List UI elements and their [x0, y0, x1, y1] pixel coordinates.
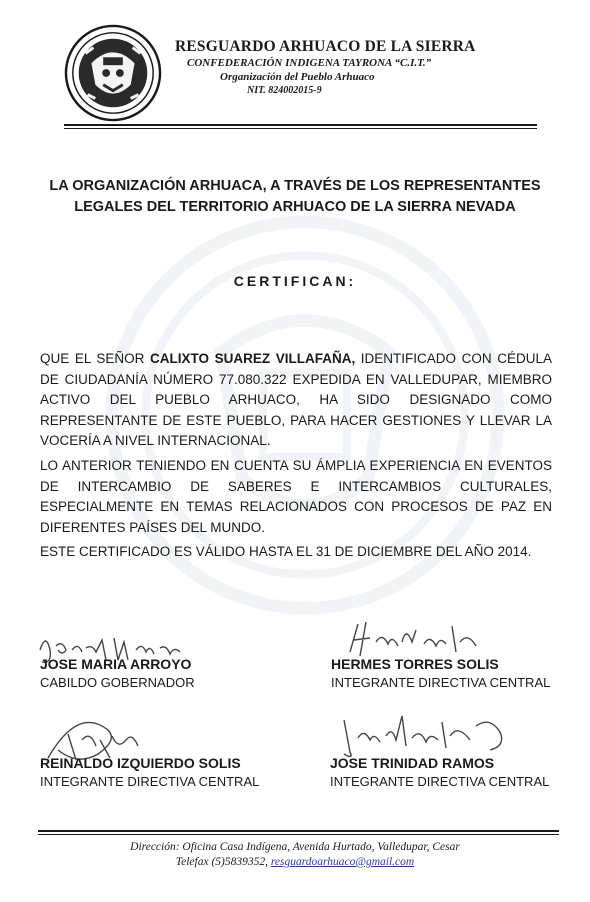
- certify-heading: CERTIFICAN:: [233, 273, 357, 289]
- certified-person-name: CALIXTO SUAREZ VILLAFAÑA,: [150, 351, 356, 366]
- signer-role: INTEGRANTE DIRECTIVA CENTRAL: [331, 675, 551, 690]
- signer-name: JOSE MARIA ARROYO: [40, 656, 192, 672]
- footer-phone: Telefax (5)5839352,: [175, 856, 268, 868]
- signer-role: INTEGRANTE DIRECTIVA CENTRAL: [330, 774, 550, 789]
- paragraph-experience: LO ANTERIOR TENIENDO EN CUENTA SU ÁMPLIA EXPERIENCIA EN EVENTOS DE INTERCAMBIO DE SABERES E INTERCAMBIOS CULTURALES, ESPECIALMENTE EN TEMAS RELACIONADOS CON PROCESOS DE PAZ EN DIFERENTES PAÍSES DEL MUNDO.: [40, 458, 552, 535]
- intro-line-1: LA ORGANIZACIÓN ARHUACA, A TRAVÉS DE LOS REPRESENTANTES: [49, 178, 541, 194]
- footer-contact: [0, 855, 590, 870]
- signer-name: REINALDO IZQUIERDO SOLIS: [40, 755, 241, 771]
- footer-email-link[interactable]: resguardoarhuaco@gmail.com: [270, 856, 415, 868]
- signature-block-3: [40, 755, 259, 789]
- signer-role: CABILDO GOBERNADOR: [40, 675, 195, 690]
- paragraph-designation: [40, 349, 552, 452]
- signature-block-2: [331, 656, 550, 690]
- signature-block-4: [330, 755, 549, 789]
- signer-role: INTEGRANTE DIRECTIVA CENTRAL: [40, 774, 260, 789]
- header-divider: [64, 124, 537, 126]
- signer-name: JOSE TRINIDAD RAMOS: [330, 755, 495, 771]
- signer-name: HERMES TORRES SOLIS: [331, 656, 499, 672]
- paragraph-prefix: QUE EL SEÑOR: [40, 351, 145, 366]
- organization-name: RESGUARDO ARHUACO DE LA SIERRA: [175, 38, 476, 55]
- footer-divider: [38, 830, 559, 832]
- organization-subtitle: Organización del Pueblo Arhuaco: [220, 71, 375, 83]
- intro-heading: [30, 176, 560, 218]
- footer-address: Dirección: Oficina Casa Indígena, Avenida Hurtado, Valledupar, Cesar: [130, 841, 460, 853]
- letterhead: [175, 38, 505, 98]
- paragraph-rest: IDENTIFICADO CON CÉDULA DE CIUDADANÍA NÚMERO 77.080.322 EXPEDIDA EN VALLEDUPAR, MIEMBRO ACTIVO DEL PUEBLO ARHUACO, HA SIDO DESIGNADO COMO REPRESENTANTE DE ESTE PUEBLO, PARA HACER GESTIONES Y LLEVAR LA VOCERÍA A NIVEL INTERNACIONAL.: [40, 351, 552, 448]
- intro-line-2: LEGALES DEL TERRITORIO ARHUACO DE LA SIERRA NEVADA: [74, 199, 516, 215]
- header-divider-thin: [64, 128, 537, 129]
- organization-seal-logo: [64, 24, 162, 122]
- paragraph-validity: ESTE CERTIFICADO ES VÁLIDO HASTA EL 31 DE DICIEMBRE DEL AÑO 2014.: [40, 544, 532, 559]
- confederation-name: CONFEDERACIÓN INDIGENA TAYRONA “C.I.T.”: [187, 57, 432, 69]
- footer: [0, 840, 590, 870]
- signature-block-1: [40, 656, 195, 690]
- tax-id: NIT. 824002015-9: [247, 85, 322, 96]
- footer-divider-thin: [38, 834, 559, 835]
